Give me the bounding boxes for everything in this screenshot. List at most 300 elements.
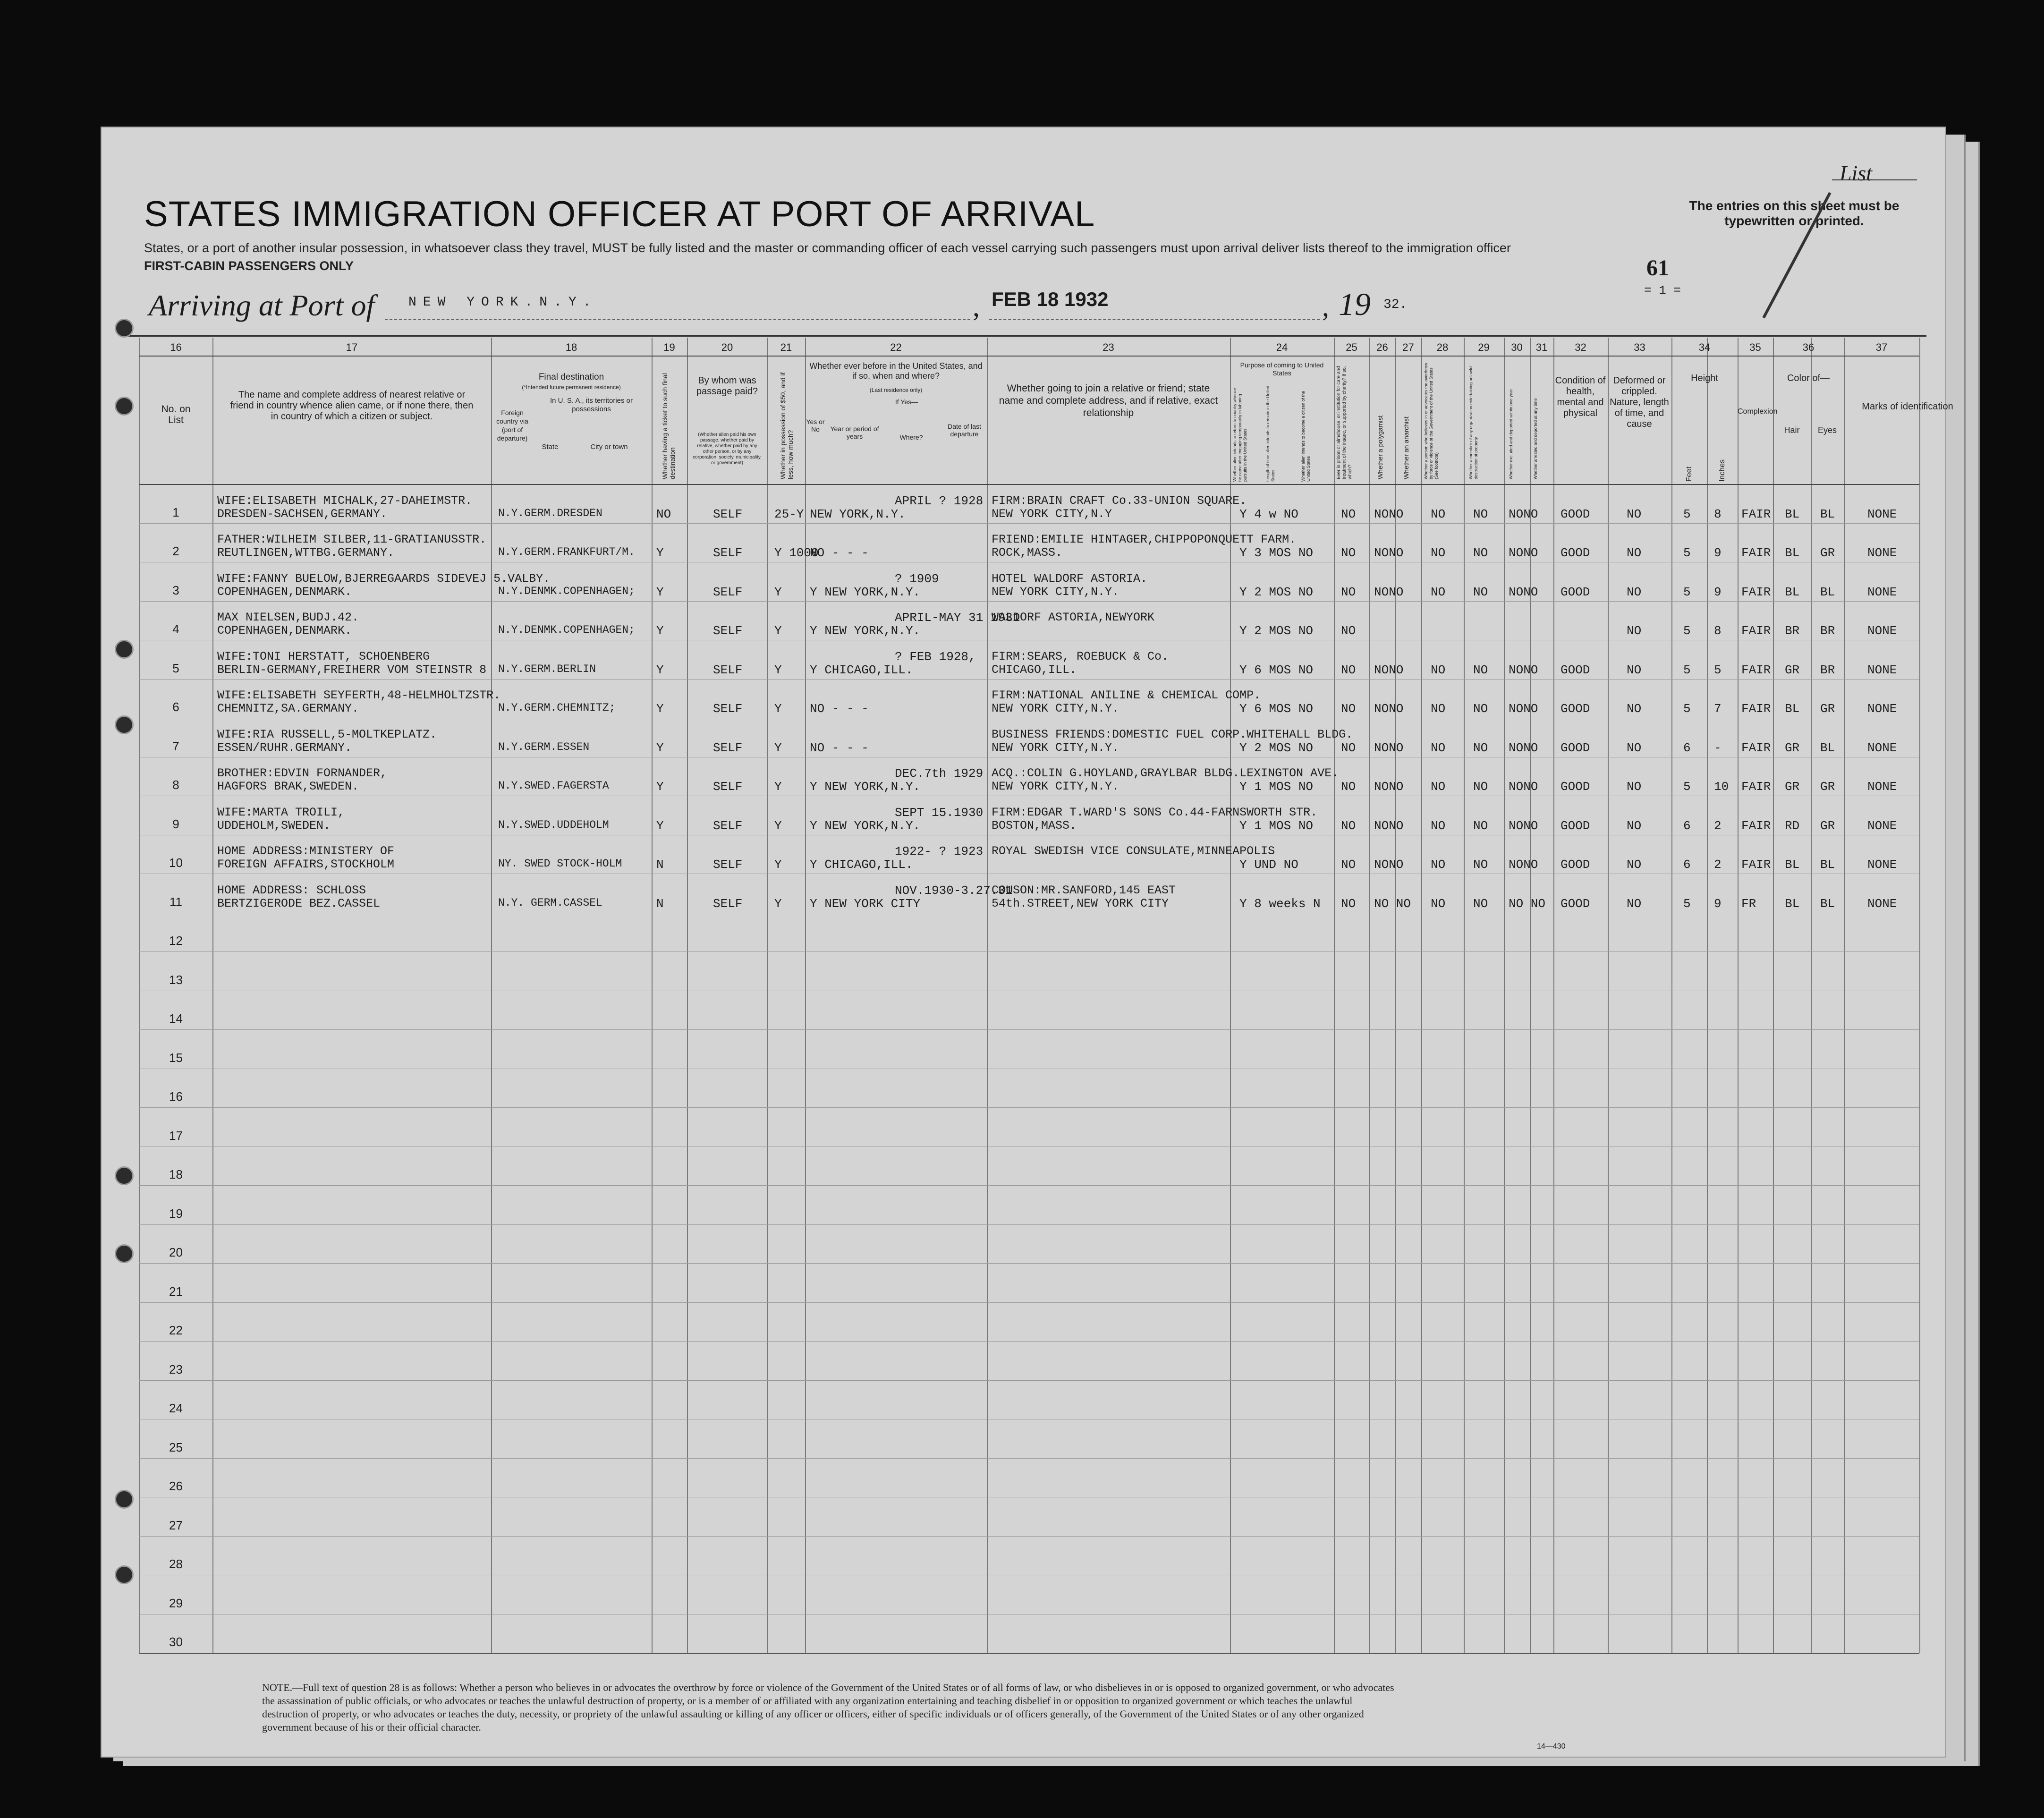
cell-l1: WIFE:ELISABETH MICHALK,27-DAHEIMSTR. bbox=[217, 493, 473, 508]
cell-compl: FR bbox=[1741, 896, 1756, 911]
cell-in: 9 bbox=[1714, 546, 1722, 560]
cell-paid: SELF bbox=[713, 702, 743, 716]
cell-compl: FAIR bbox=[1741, 780, 1771, 794]
col-line bbox=[1844, 338, 1845, 1653]
header-deformed: Deformed or crippled. Nature, length of time, and cause bbox=[1610, 375, 1669, 429]
row-number: 26 bbox=[169, 1479, 183, 1493]
header-passage-paid: By whom was passage paid? bbox=[696, 375, 758, 397]
header-where: Where? bbox=[899, 433, 923, 441]
cell-eyes: GR bbox=[1820, 546, 1835, 560]
cell-before_top: ? FEB 1928, bbox=[895, 649, 976, 664]
cell-c29: NO bbox=[1473, 663, 1488, 677]
binder-hole bbox=[115, 1490, 134, 1509]
cell-compl: FAIR bbox=[1741, 624, 1771, 638]
cell-before: Y NEW YORK,N.Y. bbox=[810, 585, 921, 599]
cell-c25: NO bbox=[1341, 780, 1356, 794]
colnum-31: 31 bbox=[1535, 341, 1548, 353]
cell-join2: NEW YORK CITY,N.Y. bbox=[992, 702, 1120, 715]
row-number: 28 bbox=[169, 1557, 183, 1571]
colnum-21: 21 bbox=[780, 341, 792, 353]
row-number: 15 bbox=[169, 1050, 183, 1065]
cell-purpose: Y 8 weeks N bbox=[1239, 896, 1321, 911]
cell-join2: NEW YORK CITY,N.Y. bbox=[992, 740, 1120, 755]
cell-money: Y bbox=[774, 780, 782, 794]
cell-c2627: NONO bbox=[1374, 818, 1404, 833]
col-line bbox=[1369, 338, 1370, 1653]
cell-hair: BL bbox=[1785, 585, 1800, 599]
col-line bbox=[1707, 338, 1708, 1653]
cell-marks: NONE bbox=[1867, 780, 1897, 794]
manifest-sheet bbox=[102, 127, 1953, 1757]
row-number: 8 bbox=[172, 778, 179, 792]
row-number: 1 bbox=[172, 505, 179, 519]
table-row-line bbox=[139, 523, 1919, 524]
cell-c2627: NONO bbox=[1374, 585, 1404, 599]
cell-marks: NONE bbox=[1867, 896, 1897, 911]
cell-join1: BUSINESS FRIENDS:DOMESTIC FUEL CORP.WHITEHALL BLDG. bbox=[992, 727, 1353, 741]
cell-c28: NO bbox=[1431, 585, 1446, 599]
cell-money: Y bbox=[774, 663, 782, 677]
cell-l2: COPENHAGEN,DENMARK. bbox=[217, 624, 352, 637]
cell-join2: ROCK,MASS. bbox=[992, 546, 1063, 560]
col-line bbox=[1395, 338, 1396, 1653]
cell-c29: NO bbox=[1473, 780, 1488, 794]
row-number: 18 bbox=[169, 1167, 183, 1181]
cell-purpose: Y 6 MOS NO bbox=[1239, 702, 1314, 716]
cell-health: GOOD bbox=[1561, 507, 1590, 521]
cell-dest: N.Y.GERM.DRESDEN bbox=[498, 507, 602, 519]
row-number: 25 bbox=[169, 1440, 183, 1454]
cell-c2627: NONO bbox=[1374, 663, 1404, 677]
col-line bbox=[1421, 338, 1422, 1653]
cell-c3031: NONO bbox=[1509, 858, 1538, 872]
cell-dest: N.Y.DENMK.COPENHAGEN; bbox=[498, 585, 635, 597]
cell-dest: N.Y.GERM.ESSEN bbox=[498, 740, 590, 753]
header-overthrow: Whether a person who believes in or advocates the overthrow by force or violence of the Government of the United States (See footnote) bbox=[1424, 363, 1439, 479]
cell-marks: NONE bbox=[1867, 624, 1897, 638]
cell-c2627: NONO bbox=[1374, 546, 1404, 560]
cell-join1: FIRM:NATIONAL ANILINE & CHEMICAL COMP. bbox=[992, 688, 1261, 702]
col-line bbox=[1608, 338, 1609, 1653]
cell-health: GOOD bbox=[1561, 740, 1590, 755]
cell-before: Y NEW YORK,N.Y. bbox=[810, 780, 921, 794]
cell-c28: NO bbox=[1431, 896, 1446, 911]
cell-c29: NO bbox=[1473, 740, 1488, 755]
cell-ft: 5 bbox=[1683, 585, 1691, 599]
colnum-28: 28 bbox=[1436, 341, 1449, 353]
col-line bbox=[491, 338, 492, 1653]
cell-in: 5 bbox=[1714, 663, 1722, 677]
cell-purpose: Y 6 MOS NO bbox=[1239, 663, 1314, 677]
table-row-line bbox=[139, 1224, 1919, 1225]
col-line bbox=[1504, 338, 1505, 1653]
colnum-35: 35 bbox=[1749, 341, 1761, 353]
cell-health: GOOD bbox=[1561, 818, 1590, 833]
col-line bbox=[1773, 338, 1774, 1653]
list-number-line bbox=[1832, 179, 1917, 180]
cell-deformed: NO bbox=[1627, 896, 1642, 911]
cell-l2: FOREIGN AFFAIRS,STOCKHOLM bbox=[217, 858, 395, 871]
cell-compl: FAIR bbox=[1741, 546, 1771, 560]
cell-dest: N.Y.SWED.UDDEHOLM bbox=[498, 818, 609, 831]
class-line: FIRST-CABIN PASSENGERS ONLY bbox=[144, 259, 354, 273]
cell-dest: N.Y. GERM.CASSEL bbox=[498, 896, 602, 909]
cell-before: Y CHICAGO,ILL. bbox=[810, 663, 913, 677]
cell-purpose: Y 2 MOS NO bbox=[1239, 740, 1314, 755]
header-final-destination-note: (*Intended future permanent residence) bbox=[522, 384, 621, 391]
cell-ticket: Y bbox=[656, 818, 664, 833]
table-row-line bbox=[139, 1536, 1919, 1537]
cell-money: Y bbox=[774, 740, 782, 755]
header-nearest-relative: The name and complete address of nearest relative or friend in country whence alien came, or if none there, then in country of which a citizen or subject. bbox=[230, 390, 474, 422]
cell-paid: SELF bbox=[713, 624, 743, 638]
cell-purpose: Y 2 MOS NO bbox=[1239, 624, 1314, 638]
cell-paid: SELF bbox=[713, 585, 743, 599]
colnum-25: 25 bbox=[1346, 341, 1357, 353]
row-number: 3 bbox=[172, 583, 179, 597]
cell-deformed: NO bbox=[1627, 818, 1642, 833]
header-row-line bbox=[139, 356, 1919, 357]
cell-dest: N.Y.GERM.FRANKFURT/M. bbox=[498, 546, 635, 558]
cell-money: 25-Y bbox=[774, 507, 804, 521]
cell-hair: BL bbox=[1785, 858, 1800, 872]
row-number: 20 bbox=[169, 1245, 183, 1259]
footnote: NOTE.—Full text of question 28 is as follows: Whether a person who believes in or advocates the overthrow by force or violence of the Government of the United States or of all forms of law, or who disbelieves in or is opposed to organized government, or who advocates the assassination of public officials, or who advocates or teaches the unlawful destruction of property, or is a member of or affiliated with any organization entertaining and teaching disbelief in or opposition to organized government or which teaches the unlawful destruction of property, or who advocates or teaches the duty, necessity, or propriety of the unlawful assaulting or killing of any officer or officers, either of specific individuals or of officers generally, of the Government of the United States or of any other organized government because of his or their official character. bbox=[262, 1682, 1394, 1733]
cell-c25: NO bbox=[1341, 740, 1356, 755]
cell-l2: BERTZIGERODE BEZ.CASSEL bbox=[217, 896, 381, 910]
cell-c3031: NO NO bbox=[1509, 896, 1546, 911]
cell-ft: 6 bbox=[1683, 740, 1691, 755]
cell-ft: 6 bbox=[1683, 818, 1691, 833]
cell-c3031: NONO bbox=[1509, 663, 1538, 677]
cell-l1: WIFE:FANNY BUELOW,BJERREGAARDS SIDEVEJ 5.VALBY. bbox=[217, 571, 551, 586]
cell-marks: NONE bbox=[1867, 546, 1897, 560]
cell-before: NO - - - bbox=[810, 702, 869, 716]
table-row-line bbox=[139, 679, 1919, 680]
cell-deformed: NO bbox=[1627, 585, 1642, 599]
cell-deformed: NO bbox=[1627, 858, 1642, 872]
binder-hole bbox=[115, 319, 134, 338]
cell-ticket: Y bbox=[656, 585, 664, 599]
cell-before: NO - - - bbox=[810, 740, 869, 755]
cell-in: - bbox=[1714, 740, 1722, 755]
cell-join1: FIRM:EDGAR T.WARD'S SONS Co.44-FARNSWORTH STR. bbox=[992, 805, 1318, 819]
cell-c3031: NONO bbox=[1509, 507, 1538, 521]
col-line bbox=[1334, 338, 1335, 1653]
header-usa: In U. S. A., its territories or possessions bbox=[550, 397, 633, 413]
cell-marks: NONE bbox=[1867, 702, 1897, 716]
cell-l2: UDDEHOLM,SWEDEN. bbox=[217, 818, 331, 833]
cell-join1: HOTEL WALDORF ASTORIA. bbox=[992, 571, 1148, 586]
colnum-30: 30 bbox=[1511, 341, 1523, 353]
cell-l1: BROTHER:EDVIN FORNANDER, bbox=[217, 766, 388, 780]
cell-c28: NO bbox=[1431, 818, 1446, 833]
header-rule bbox=[120, 335, 1926, 337]
sheet-marker: = 1 = bbox=[1644, 283, 1681, 297]
cell-ticket: NO bbox=[656, 507, 671, 521]
row-number: 19 bbox=[169, 1206, 183, 1221]
cell-hair: GR bbox=[1785, 780, 1800, 794]
cell-ticket: Y bbox=[656, 702, 664, 716]
header-feet: Feet bbox=[1685, 466, 1693, 482]
table-row-line bbox=[139, 1458, 1919, 1459]
cell-hair: GR bbox=[1785, 740, 1800, 755]
cell-hair: BL bbox=[1785, 546, 1800, 560]
cell-c25: NO bbox=[1341, 507, 1356, 521]
cell-in: 2 bbox=[1714, 818, 1722, 833]
colnum-17: 17 bbox=[346, 341, 358, 353]
cell-marks: NONE bbox=[1867, 858, 1897, 872]
table-row-line bbox=[139, 601, 1919, 602]
header-passage-paid-note: (Whether alien paid his own passage, whether paid by relative, whether paid by any other person, or by any corporation, society, municipality, or government) bbox=[693, 432, 762, 466]
table-row-line bbox=[139, 1263, 1919, 1264]
cell-join2: NEW YORK CITY,N.Y. bbox=[992, 585, 1120, 599]
row-number: 22 bbox=[169, 1323, 183, 1337]
cell-dest: N.Y.SWED.FAGERSTA bbox=[498, 780, 609, 792]
cell-c29: NO bbox=[1473, 858, 1488, 872]
cell-paid: SELF bbox=[713, 896, 743, 911]
header-color-of: Color of— bbox=[1787, 373, 1830, 383]
cell-c29: NO bbox=[1473, 546, 1488, 560]
cell-money: Y bbox=[774, 896, 782, 911]
cell-c3031: NONO bbox=[1509, 702, 1538, 716]
cell-purpose: Y 1 MOS NO bbox=[1239, 780, 1314, 794]
cell-paid: SELF bbox=[713, 546, 743, 560]
row-number: 21 bbox=[169, 1284, 183, 1299]
table-row-line bbox=[139, 1380, 1919, 1381]
typewritten-instruction: The entries on this sheet must be typewritten or printed. bbox=[1689, 198, 1900, 228]
header-join-relative: Whether going to join a relative or friend; state name and complete address, and if relative, exact relationship bbox=[999, 383, 1218, 418]
cell-eyes: BL bbox=[1820, 585, 1835, 599]
colnum-20: 20 bbox=[721, 341, 733, 353]
cell-dest: NY. SWED STOCK-HOLM bbox=[498, 858, 622, 870]
cell-money: Y bbox=[774, 702, 782, 716]
cell-before_top: NOV.1930-3.27.31 bbox=[895, 883, 1013, 898]
cell-c2627: NONO bbox=[1374, 702, 1404, 716]
cell-eyes: BL bbox=[1820, 896, 1835, 911]
col-line bbox=[652, 338, 653, 1653]
header-last-residence: (Last residence only) bbox=[869, 387, 923, 393]
cell-c29: NO bbox=[1473, 702, 1488, 716]
binder-hole bbox=[115, 1565, 134, 1584]
page-subtitle: States, or a port of another insular possession, in whatsoever class they travel, MUST be fully listed and the master or commanding officer of each vessel carrying such passengers must upon arrival deliver lists thereof to the immigration officer bbox=[144, 241, 1511, 255]
cell-eyes: GR bbox=[1820, 818, 1835, 833]
form-number: 14—430 bbox=[1537, 1742, 1566, 1750]
cell-marks: NONE bbox=[1867, 585, 1897, 599]
header-marks: Marks of identification bbox=[1862, 401, 1953, 412]
cell-c29: NO bbox=[1473, 896, 1488, 911]
cell-l1: WIFE:RIA RUSSELL,5-MOLTKEPLATZ. bbox=[217, 727, 437, 741]
cell-join1: WALDORF ASTORIA,NEWYORK bbox=[992, 611, 1155, 624]
header-final-destination: Final destination bbox=[538, 372, 604, 382]
cell-deformed: NO bbox=[1627, 663, 1642, 677]
cell-ticket: N bbox=[656, 896, 664, 911]
colnum-37: 37 bbox=[1875, 341, 1888, 353]
header-purpose: Purpose of coming to United States bbox=[1240, 361, 1324, 377]
cell-purpose: Y UND NO bbox=[1239, 858, 1298, 872]
header-state: State bbox=[542, 443, 559, 451]
col-line bbox=[1464, 338, 1465, 1653]
row-number: 24 bbox=[169, 1401, 183, 1415]
cell-c25: NO bbox=[1341, 896, 1356, 911]
binder-hole bbox=[115, 397, 134, 416]
cell-in: 10 bbox=[1714, 780, 1729, 794]
cell-deformed: NO bbox=[1627, 546, 1642, 560]
cell-ticket: Y bbox=[656, 663, 664, 677]
table-row-line bbox=[139, 1185, 1919, 1186]
cell-ticket: Y bbox=[656, 780, 664, 794]
header-inches: Inches bbox=[1718, 459, 1726, 482]
header-purpose-c: Whether alien intends to become a citizen of the United States bbox=[1301, 391, 1311, 482]
cell-join1: COUSON:MR.SANFORD,145 EAST bbox=[992, 883, 1176, 897]
cell-purpose: Y 1 MOS NO bbox=[1239, 818, 1314, 833]
row-number: 14 bbox=[169, 1011, 183, 1026]
arriving-label: Arriving at Port of bbox=[149, 289, 375, 322]
colnum-16: 16 bbox=[170, 341, 182, 353]
cell-paid: SELF bbox=[713, 780, 743, 794]
col-line bbox=[687, 338, 688, 1653]
cell-deformed: NO bbox=[1627, 507, 1642, 521]
cell-health: GOOD bbox=[1561, 702, 1590, 716]
list-label: List bbox=[1839, 161, 1872, 185]
cell-compl: FAIR bbox=[1741, 818, 1771, 833]
header-complexion: Complexion bbox=[1738, 408, 1778, 416]
cell-hair: GR bbox=[1785, 663, 1800, 677]
row-number: 5 bbox=[172, 661, 179, 675]
cell-deformed: NO bbox=[1627, 740, 1642, 755]
cell-hair: BL bbox=[1785, 896, 1800, 911]
cell-marks: NONE bbox=[1867, 740, 1897, 755]
header-fifty-dollars: Whether in possession of $50, and if less, how much? bbox=[779, 372, 794, 479]
cell-marks: NONE bbox=[1867, 507, 1897, 521]
row-number: 7 bbox=[172, 739, 179, 753]
binder-hole bbox=[115, 640, 134, 659]
year-prefix: 19 bbox=[1339, 286, 1371, 322]
cell-health: GOOD bbox=[1561, 585, 1590, 599]
cell-purpose: Y 2 MOS NO bbox=[1239, 585, 1314, 599]
cell-before_top: DEC.7th 1929 bbox=[895, 766, 984, 781]
header-deported: Whether arrested and deported at any time bbox=[1533, 398, 1538, 479]
cell-l2: BERLIN-GERMANY,FREIHERR VOM STEINSTR 8 bbox=[217, 663, 487, 677]
binder-hole bbox=[115, 715, 134, 734]
cell-eyes: BR bbox=[1820, 624, 1835, 638]
row-number: 12 bbox=[169, 934, 183, 948]
cell-money: Y bbox=[774, 818, 782, 833]
binder-hole bbox=[115, 1166, 134, 1185]
header-height: Height bbox=[1691, 373, 1718, 383]
cell-hair: BL bbox=[1785, 507, 1800, 521]
cell-before: Y NEW YORK,N.Y. bbox=[810, 624, 921, 638]
cell-c25: NO bbox=[1341, 858, 1356, 872]
cell-compl: FAIR bbox=[1741, 702, 1771, 716]
cell-ticket: N bbox=[656, 858, 664, 872]
cell-eyes: BL bbox=[1820, 507, 1835, 521]
cell-c3031: NONO bbox=[1509, 780, 1538, 794]
page-title: STATES IMMIGRATION OFFICER AT PORT OF ARRIVAL bbox=[144, 194, 1095, 234]
col-line bbox=[1919, 338, 1920, 1653]
colnum-34: 34 bbox=[1698, 341, 1711, 353]
cell-eyes: BL bbox=[1820, 740, 1835, 755]
cell-c29: NO bbox=[1473, 585, 1488, 599]
header-eyes: Eyes bbox=[1817, 425, 1837, 435]
cell-join2: NEW YORK CITY,N.Y bbox=[992, 507, 1112, 521]
cell-c25: NO bbox=[1341, 702, 1356, 716]
row-number: 11 bbox=[170, 894, 182, 909]
col-line bbox=[139, 338, 140, 1653]
cell-c25: NO bbox=[1341, 624, 1356, 638]
arrival-date-stamp: FEB 18 1932 bbox=[992, 288, 1109, 310]
port-name: NEW YORK.N.Y. bbox=[408, 295, 598, 310]
cell-dest: N.Y.DENMK.COPENHAGEN; bbox=[498, 624, 635, 636]
colnum-19: 19 bbox=[663, 341, 675, 353]
cell-in: 9 bbox=[1714, 585, 1722, 599]
cell-in: 8 bbox=[1714, 507, 1722, 521]
row-number: 27 bbox=[169, 1518, 183, 1532]
colnum-27: 27 bbox=[1402, 341, 1414, 353]
cell-before: Y CHICAGO,ILL. bbox=[810, 858, 913, 872]
cell-l1: MAX NIELSEN,BUDJ.42. bbox=[217, 611, 359, 624]
row-number: 23 bbox=[169, 1362, 183, 1376]
cell-join2: CHICAGO,ILL. bbox=[992, 663, 1077, 677]
year-suffix: 32. bbox=[1383, 297, 1408, 312]
header-hair: Hair bbox=[1784, 425, 1800, 435]
cell-l1: FATHER:WILHEIM SILBER,11-GRATIANUSSTR. bbox=[217, 533, 487, 546]
cell-join1: ROYAL SWEDISH VICE CONSULATE,MINNEAPOLIS bbox=[992, 844, 1275, 858]
header-purpose-b: Length of time alien intends to remain in the United States bbox=[1265, 385, 1275, 482]
col-line bbox=[1811, 338, 1812, 1653]
cell-ft: 5 bbox=[1683, 546, 1691, 560]
cell-paid: SELF bbox=[713, 663, 743, 677]
cell-hair: RD bbox=[1785, 818, 1800, 833]
cell-c2627: NONO bbox=[1374, 858, 1404, 872]
cell-c29: NO bbox=[1473, 818, 1488, 833]
cell-compl: FAIR bbox=[1741, 585, 1771, 599]
header-ticket: Whether having a ticket to such final destination bbox=[661, 373, 676, 479]
cell-ft: 6 bbox=[1683, 858, 1691, 872]
cell-c28: NO bbox=[1431, 663, 1446, 677]
row-number: 30 bbox=[169, 1635, 183, 1649]
cell-c3031: NONO bbox=[1509, 546, 1538, 560]
cell-before_top: APRIL ? 1928 bbox=[895, 493, 984, 508]
cell-ft: 5 bbox=[1683, 896, 1691, 911]
colnum-26: 26 bbox=[1376, 341, 1388, 353]
cell-l2: COPENHAGEN,DENMARK. bbox=[217, 585, 352, 599]
cell-join1: ACQ.:COLIN G.HOYLAND,GRAYLBAR BLDG.LEXINGTON AVE. bbox=[992, 766, 1339, 780]
cell-purpose: Y 4 w NO bbox=[1239, 507, 1298, 521]
col-line bbox=[1530, 338, 1531, 1653]
table-row-line bbox=[139, 1302, 1919, 1303]
cell-c28: NO bbox=[1431, 546, 1446, 560]
cell-health: GOOD bbox=[1561, 780, 1590, 794]
header-organization: Whether a member of any organization entertaining unlawful destruction of property bbox=[1468, 365, 1478, 479]
cell-l2: REUTLINGEN,WTTBG.GERMANY. bbox=[217, 546, 395, 560]
colnum-33: 33 bbox=[1634, 341, 1645, 353]
cell-ft: 5 bbox=[1683, 507, 1691, 521]
cell-money: Y bbox=[774, 858, 782, 872]
cell-c28: NO bbox=[1431, 780, 1446, 794]
header-bottom-line bbox=[139, 484, 1919, 485]
cell-in: 9 bbox=[1714, 896, 1722, 911]
cell-l2: HAGFORS BRAK,SWEDEN. bbox=[217, 780, 359, 793]
cell-health: GOOD bbox=[1561, 858, 1590, 872]
header-period-years: Year or period of years bbox=[830, 425, 879, 440]
col-line bbox=[1738, 338, 1739, 1653]
cell-c2627: NONO bbox=[1374, 507, 1404, 521]
header-prison: Ever in prison or almshouse, or institution for care and treatment of the insane, or supported by charity? If so, which? bbox=[1336, 366, 1353, 479]
cell-dest: N.Y.GERM.CHEMNITZ; bbox=[498, 702, 616, 714]
cell-c29: NO bbox=[1473, 507, 1488, 521]
colnum-23: 23 bbox=[1103, 341, 1114, 353]
